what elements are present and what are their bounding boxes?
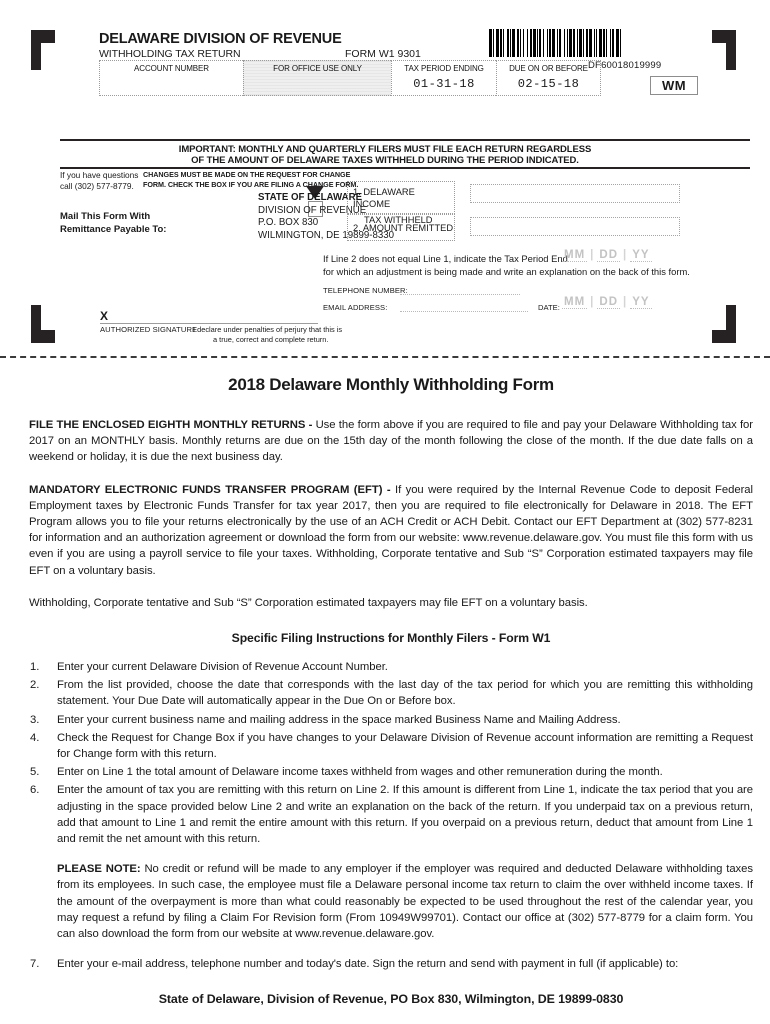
signature-mark: X [100, 309, 109, 323]
barcode-icon [489, 29, 689, 57]
agency-title: DELAWARE DIVISION OF REVENUE [99, 31, 342, 47]
please-note-heading: PLEASE NOTE: [57, 863, 145, 876]
telephone-input[interactable] [400, 294, 520, 295]
signature-date-yy: YY [632, 296, 650, 308]
list-item [29, 677, 753, 709]
section-title-filing-instructions: Specific Filing Instructions for Monthly Filers - Form W1 [231, 631, 551, 646]
instruction-step-seven-list [29, 956, 753, 972]
office-use-value [244, 73, 391, 77]
important-notice-line2: OF THE AMOUNT OF DELAWARE TAXES WITHHELD DURING THE PERIOD INDICATED. [191, 155, 579, 166]
adjustment-line1: If Line 2 does not equal Line 1, indicate the Tax Period End [323, 253, 568, 264]
telephone-label: TELEPHONE NUMBER: [323, 286, 408, 295]
signature-date-mm: MM [564, 296, 586, 308]
address-line2: DIVISION OF REVENUE [258, 204, 367, 216]
step-number: 7. [30, 958, 40, 971]
adjustment-date-yy: YY [632, 249, 650, 261]
list-item [29, 956, 753, 972]
step-text: Enter your current business name and mailing address in the space marked Business Name and Mailing Address. [57, 713, 621, 726]
paragraph-eft [29, 482, 753, 579]
step-text: Enter your current Delaware Division of Revenue Account Number. [57, 661, 388, 674]
line2-amount-input[interactable] [470, 217, 680, 236]
instruction-sheet [29, 375, 753, 1006]
perjury-declaration [193, 325, 342, 344]
address-line4: WILMINGTON, DE 19899-8330 [258, 229, 395, 241]
list-item [29, 764, 753, 780]
office-use-cell [243, 60, 391, 96]
signature-date-dd: DD [599, 296, 619, 308]
mailing-address-footer: State of Delaware, Division of Revenue, PO Box 830, Wilmington, DE 19899-0830 [158, 992, 624, 1007]
change-form-notice [143, 170, 358, 189]
wm-code-box: WM [650, 76, 698, 95]
df-number: DF60018019999 [588, 60, 662, 71]
tax-period-ending-cell[interactable] [391, 60, 496, 96]
important-notice-line1: IMPORTANT: MONTHLY AND QUARTERLY FILERS MUST FILE EACH RETURN REGARDLESS [178, 144, 592, 155]
paragraph-voluntary-eft: Withholding, Corporate tentative and Sub “S” Corporation estimated taxpayers may file EFT on a voluntary basis. [29, 596, 588, 609]
list-item [29, 730, 753, 762]
address-line1: STATE OF DELAWARE [258, 192, 363, 203]
step-text: From the list provided, choose the date that corresponds with the last day of the tax period for which you are remitting this withholding statement. Your Due Date will automatically appear in the Due On or Before box. [57, 679, 753, 708]
step-number: 6. [30, 784, 40, 797]
signature-date-field[interactable]: MM | DD | YY [564, 296, 650, 308]
paragraph-file-returns-text: Use the form above if you are required to file and pay your Delaware Withholding tax for 2017 on an MONTHLY basis. Monthly returns are due on the 15th day of the month following the close of the month. If the due date falls on a weekend or holiday, it is due the next business day. [29, 419, 753, 464]
list-item [29, 712, 753, 728]
declaration-line1: I declare under penalties of perjury that this is [193, 325, 343, 334]
step-text: Enter the amount of tax you are remitting with this return on Line 2. If this amount is different from Line 1, indicate the tax period that you are adjusting in the space provided below Line 2 and write an explanation on the back of the return. If you underpaid tax on a previous return, add that amount to Line 1 and remit the entire amount with this return. If you overpaid on a previous return, deduct that amount from Line 1 and remit the net amount with this return. [57, 784, 753, 846]
step-text: Enter your e-mail address, telephone number and today's date. Sign the return and send with payment in full (if applicable) to: [57, 958, 679, 971]
email-input[interactable] [400, 311, 528, 312]
email-label: EMAIL ADDRESS: [323, 303, 388, 312]
signature-label: AUTHORIZED SIGNATURE [100, 325, 198, 334]
questions-block [60, 170, 138, 192]
please-note-block [57, 861, 753, 942]
paragraph-file-returns-heading: FILE THE ENCLOSED EIGHTH MONTHLY RETURNS - [29, 419, 316, 431]
line1-label-box [347, 181, 455, 225]
tax-period-ending-label: TAX PERIOD ENDING [404, 64, 484, 73]
banner-rule-top [60, 139, 750, 141]
adjustment-line2: for which an adjustment is being made and write an explanation on the back of this form. [323, 266, 690, 277]
account-number-value [100, 73, 243, 77]
line1-label-b: TAX WITHHELD [364, 215, 433, 225]
due-on-or-before-cell[interactable] [496, 60, 601, 96]
declaration-line2: a true, correct and complete return. [213, 334, 329, 344]
adjustment-date-dd: DD [599, 249, 619, 261]
please-note-text: No credit or refund will be made to any employer if the employer was required and deducted Delaware withholding taxes from its employees. In such case, the employee must file a Delaware personal income tax return to claim the over withheld income taxes. If the amount of the overpayment is more than what could reasonably be expected to be used throughout the rest of the calendar year, you may request a refund by filing a Claim For Revision form (From 10949W99701). Contact our office at (302) 577-8779 for a claim form. You can also download the form from our website at www.revenue.delaware.gov. [57, 863, 753, 941]
paragraph-eft-text: If you were required by the Internal Revenue Code to deposit Federal Employment taxes by Electronic Funds Transfer for tax year 2017, then you are required to file electronically for Delaware in 2018. The EFT Program allows you to file your returns electronically by the use of an ACH Credit or ACH Debit. Contact our EFT Department at (302) 577-8231 for information and an authorization agreement or download the form from our website: www.revenue.delaware.gov. You must file this form with us even if you are using a payroll service to file your taxes. Withholding, Corporate tentative and Sub “S” Corporation estimated taxpayers may file EFT on a voluntary basis. [29, 483, 753, 577]
please-note-paragraph [57, 861, 753, 942]
paragraph-file-returns [29, 417, 753, 466]
step-number: 2. [30, 679, 40, 692]
change-notice-line2: FORM. CHECK THE BOX IF YOU ARE FILING A CHANGE FORM. [143, 179, 359, 189]
line1-label-a: 1. DELAWARE INCOME [353, 187, 415, 209]
step-number: 4. [30, 731, 40, 744]
signature-input[interactable] [100, 323, 318, 324]
instruction-steps-list [29, 659, 753, 847]
form-number: FORM W1 9301 [345, 48, 421, 60]
line2-label: 2. AMOUNT REMITTED [353, 223, 454, 233]
paragraph-eft-heading: MANDATORY ELECTRONIC FUNDS TRANSFER PROGRAM (EFT) - [29, 483, 395, 496]
line2-label-box [347, 214, 455, 241]
list-item [29, 782, 753, 847]
change-notice-line1: CHANGES MUST BE MADE ON THE REQUEST FOR CHANGE [143, 170, 351, 179]
page-title: 2018 Delaware Monthly Withholding Form [228, 375, 554, 394]
step-number: 3. [30, 713, 40, 726]
registration-mark-top-right-icon [712, 30, 736, 70]
registration-mark-bottom-left-icon [31, 305, 55, 343]
mail-to-label [60, 211, 166, 236]
due-on-or-before-value: 02-15-18 [517, 77, 580, 91]
step-text: Check the Request for Change Box if you have changes to your Delaware Division of Revenue account information are remitting a Request for Change form with this return. [57, 731, 753, 761]
adjustment-date-mm: MM [564, 249, 586, 261]
step-number: 1. [30, 661, 40, 674]
date-label: DATE: [538, 303, 560, 312]
step-number: 5. [30, 766, 40, 779]
office-use-label: FOR OFFICE USE ONLY [273, 64, 362, 73]
registration-mark-bottom-right-icon [712, 305, 736, 343]
registration-mark-top-left-icon [31, 30, 55, 70]
tear-off-divider [0, 356, 770, 358]
due-on-or-before-label: DUE ON OR BEFORE [509, 64, 588, 73]
account-number-label: ACCOUNT NUMBER [134, 64, 209, 73]
step-text: Enter on Line 1 the total amount of Delaware income taxes withheld from wages and other remuneration during the month. [57, 766, 663, 779]
questions-line2: call (302) 577-8779. [60, 181, 134, 191]
address-line3: P.O. BOX 830 [258, 217, 319, 229]
voucher-subtitle: WITHHOLDING TAX RETURN [99, 48, 241, 60]
account-number-cell[interactable] [99, 60, 243, 96]
banner-rule-bottom [60, 167, 750, 169]
voucher-header-table [99, 60, 601, 96]
adjustment-date-field[interactable]: MM | DD | YY [564, 249, 650, 261]
questions-line1: If you have questions [60, 170, 139, 180]
tax-period-ending-value: 01-31-18 [413, 77, 475, 91]
list-item [29, 659, 753, 675]
line1-amount-input[interactable] [470, 184, 680, 203]
mail-label-line2: Remittance Payable To: [60, 223, 167, 235]
mail-label-line1: Mail This Form With [60, 211, 151, 222]
